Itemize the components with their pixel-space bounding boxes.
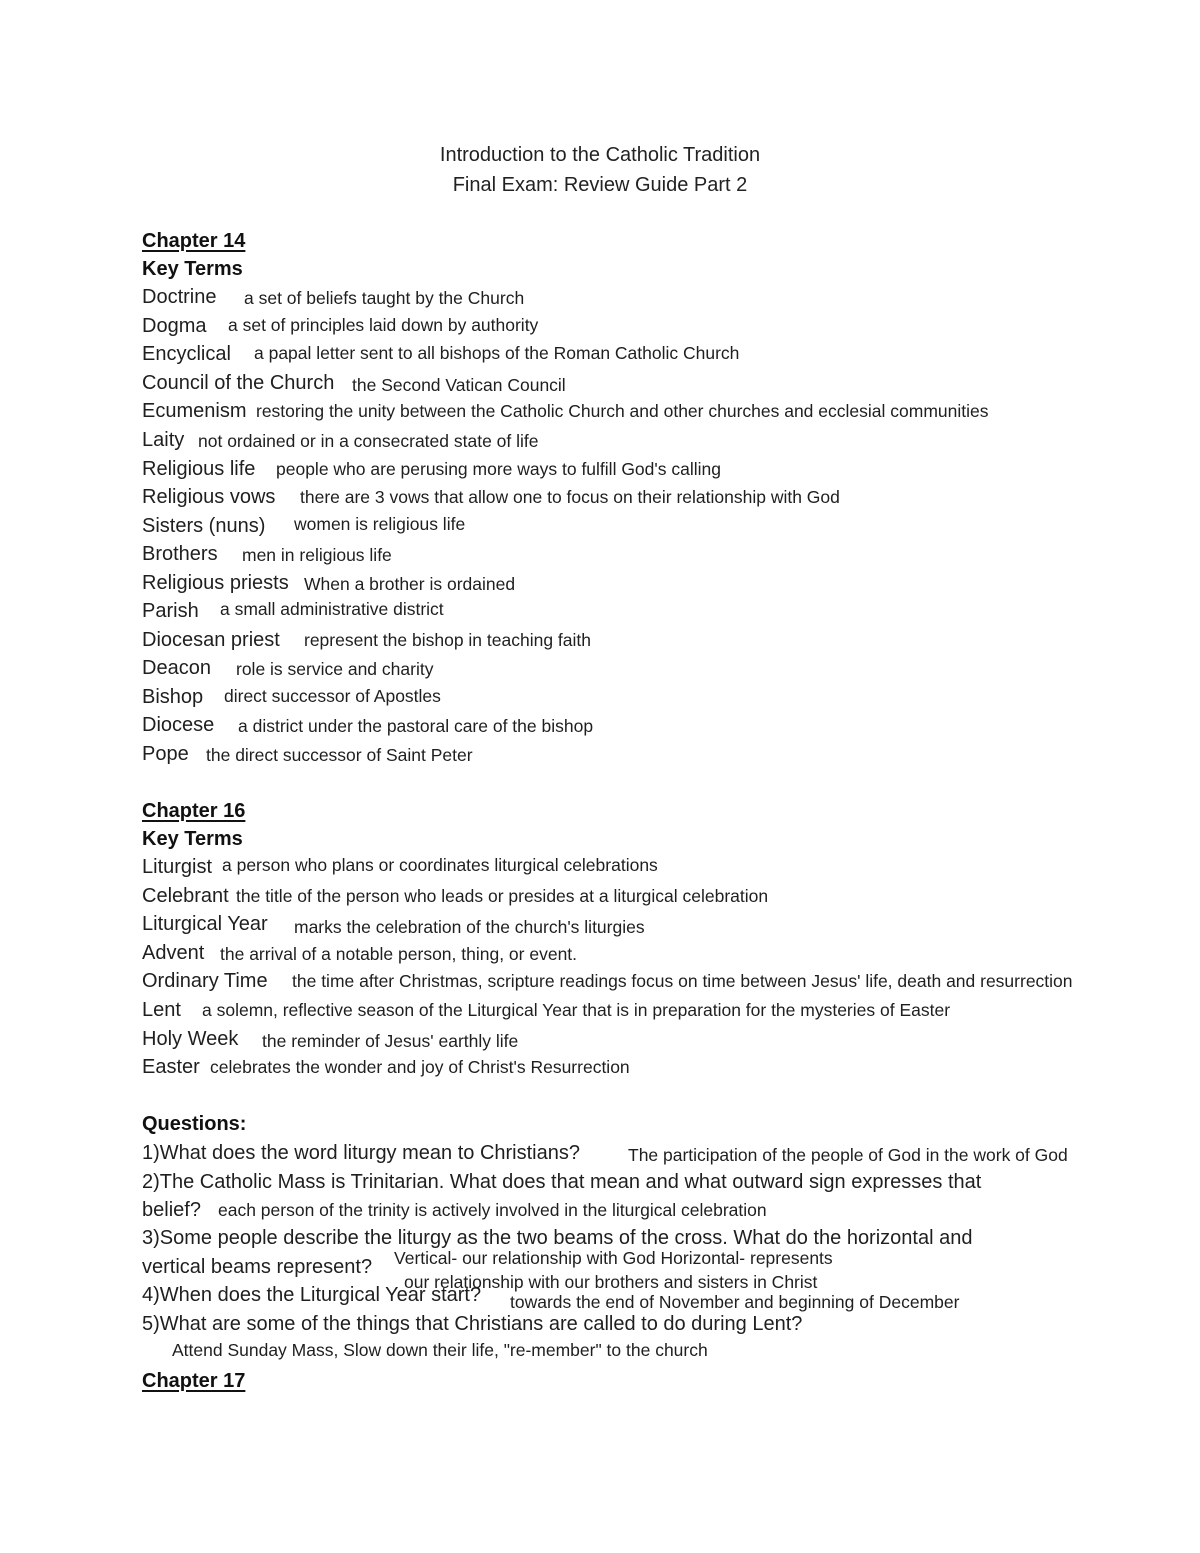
chapter-14-key-terms-heading: Key Terms — [142, 258, 243, 280]
term-definition: a small administrative district — [220, 599, 444, 619]
term: Ordinary Time — [142, 970, 268, 992]
term-definition: a district under the pastoral care of the bishop — [238, 716, 594, 736]
chapter-14-heading: Chapter 14 — [142, 230, 246, 252]
term-definition: When a brother is ordained — [304, 574, 516, 594]
question-2-line-1: 2)The Catholic Mass is Trinitarian. What does that mean and what outward sign expresses that — [142, 1171, 982, 1193]
term-definition: restoring the unity between the Catholic Church and other churches and ecclesial communities — [256, 401, 989, 421]
term: Sisters (nuns) — [142, 515, 266, 537]
question-3-line-1: 3)Some people describe the liturgy as the two beams of the cross. What do the horizontal and — [142, 1227, 973, 1249]
term: Brothers — [142, 543, 218, 565]
term: Advent — [142, 942, 205, 964]
answer-4: towards the end of November and beginning of December — [510, 1292, 960, 1312]
answer-5: Attend Sunday Mass, Slow down their life, "re-member" to the church — [172, 1340, 708, 1360]
term-definition: people who are perusing more ways to fulfill God's calling — [276, 459, 721, 479]
term-definition: men in religious life — [242, 545, 392, 565]
term: Parish — [142, 600, 199, 622]
questions-heading: Questions: — [142, 1113, 247, 1135]
question-4: 4)When does the Liturgical Year start? — [142, 1284, 482, 1306]
term-definition: a set of beliefs taught by the Church — [244, 288, 525, 308]
chapter-16-key-terms-heading: Key Terms — [142, 828, 243, 850]
term: Pope — [142, 743, 189, 765]
answer-1: The participation of the people of God in the work of God — [628, 1145, 1068, 1165]
question-1: 1)What does the word liturgy mean to Christians? — [142, 1142, 580, 1164]
question-5: 5)What are some of the things that Christians are called to do during Lent? — [142, 1313, 803, 1335]
chapter-16-heading: Chapter 16 — [142, 800, 246, 822]
term-definition: a set of principles laid down by authority — [228, 315, 539, 335]
term: Celebrant — [142, 885, 229, 907]
term: Laity — [142, 429, 185, 451]
question-2-line-2: belief? — [142, 1199, 201, 1221]
term-definition: the Second Vatican Council — [352, 375, 566, 395]
term-definition: the direct successor of Saint Peter — [206, 745, 473, 765]
question-3-line-2: vertical beams represent? — [142, 1256, 373, 1278]
term: Encyclical — [142, 343, 231, 365]
term: Liturgist — [142, 856, 213, 878]
term-definition: the title of the person who leads or presides at a liturgical celebration — [236, 886, 769, 906]
term-definition: the reminder of Jesus' earthly life — [262, 1031, 519, 1051]
term-definition: role is service and charity — [236, 659, 434, 679]
document-title: Introduction to the Catholic Tradition — [439, 144, 761, 166]
document-subtitle: Final Exam: Review Guide Part 2 — [452, 174, 748, 196]
term: Dogma — [142, 315, 207, 337]
term: Religious life — [142, 458, 256, 480]
term-definition: a person who plans or coordinates liturgical celebrations — [222, 855, 658, 875]
term: Lent — [142, 999, 181, 1021]
term: Bishop — [142, 686, 204, 708]
term-definition: the time after Christmas, scripture readings focus on time between Jesus' life, death and resurrection — [292, 971, 1073, 991]
term-definition: there are 3 vows that allow one to focus on their relationship with God — [300, 487, 840, 507]
term-definition: the arrival of a notable person, thing, or event. — [220, 944, 578, 964]
term-definition: celebrates the wonder and joy of Christ's Resurrection — [210, 1057, 630, 1077]
term-definition: represent the bishop in teaching faith — [304, 630, 591, 650]
term: Liturgical Year — [142, 913, 268, 935]
term: Diocese — [142, 714, 215, 736]
term: Religious priests — [142, 572, 289, 594]
term: Council of the Church — [142, 372, 335, 394]
term: Deacon — [142, 657, 211, 679]
chapter-17-heading: Chapter 17 — [142, 1370, 246, 1392]
term: Holy Week — [142, 1028, 239, 1050]
term-definition: women is religious life — [294, 514, 466, 534]
term-definition: a solemn, reflective season of the Liturgical Year that is in preparation for the mysteries of Easter — [202, 1000, 951, 1020]
answer-2: each person of the trinity is actively involved in the liturgical celebration — [218, 1200, 767, 1220]
term: Religious vows — [142, 486, 276, 508]
term: Easter — [142, 1056, 200, 1078]
term: Doctrine — [142, 286, 217, 308]
term: Diocesan priest — [142, 629, 280, 651]
term-definition: marks the celebration of the church's liturgies — [294, 917, 645, 937]
term: Ecumenism — [142, 400, 247, 422]
term-definition: not ordained or in a consecrated state of life — [198, 431, 539, 451]
term-definition: a papal letter sent to all bishops of the Roman Catholic Church — [254, 343, 740, 363]
answer-3-line-2: our relationship with our brothers and sisters in Christ — [404, 1272, 818, 1292]
answer-3-line-1: Vertical- our relationship with God Horizontal- represents — [394, 1248, 833, 1268]
term-definition: direct successor of Apostles — [224, 686, 441, 706]
